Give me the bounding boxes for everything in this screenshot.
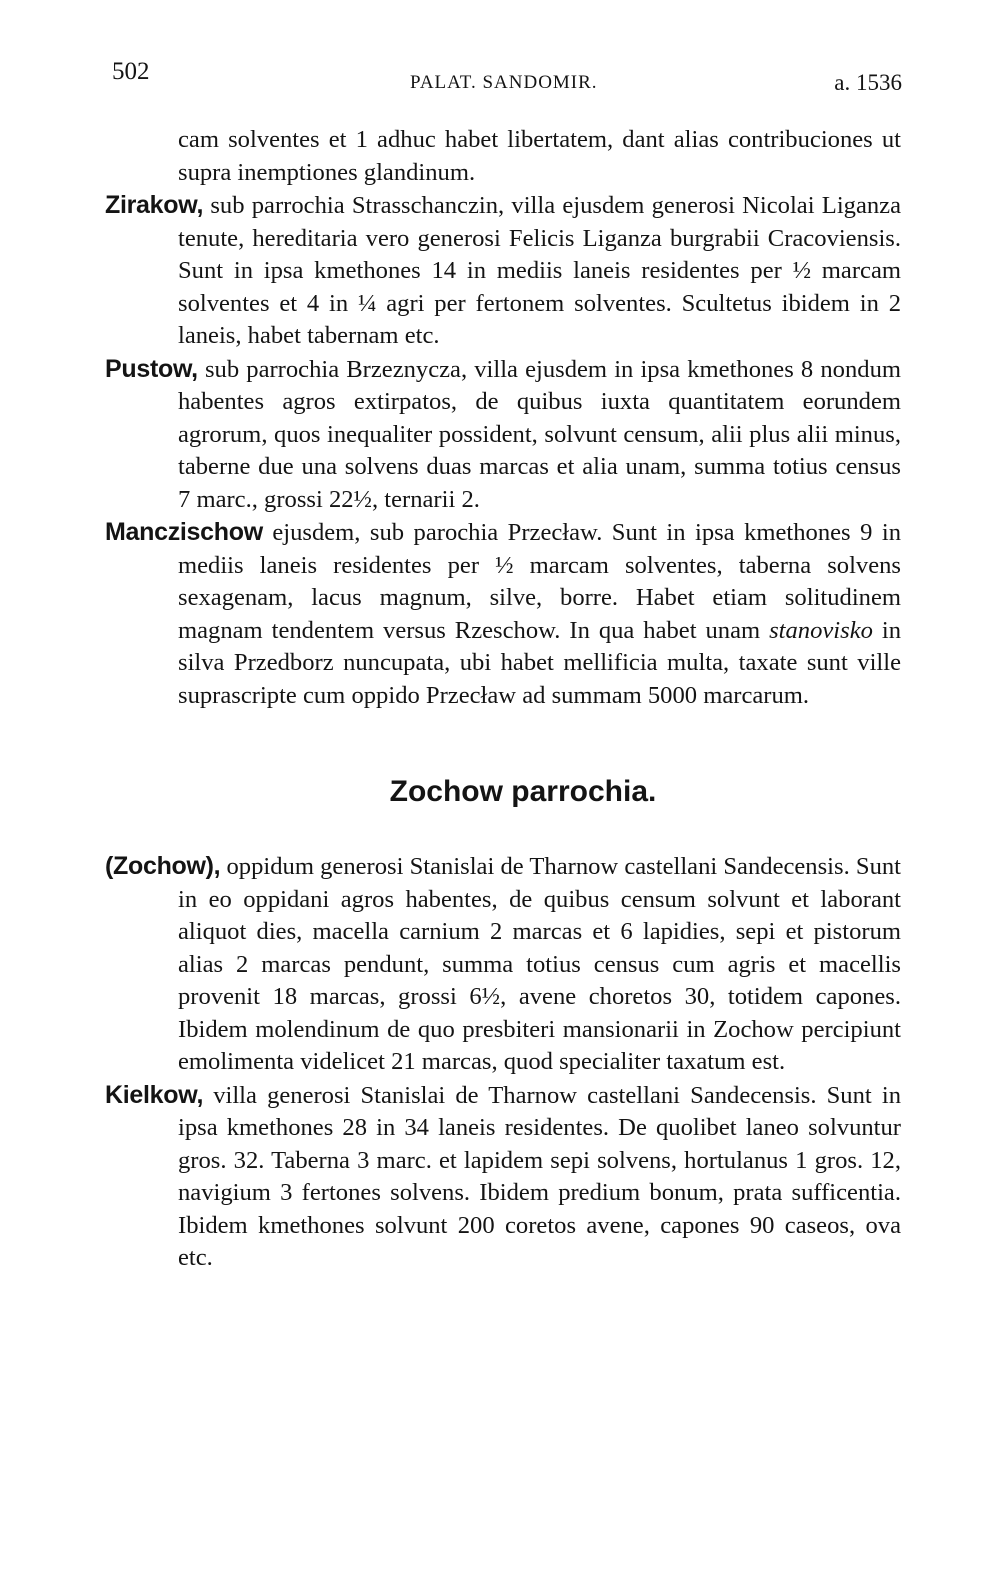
entry-heading: Manczischow xyxy=(105,518,263,546)
entry-zochow xyxy=(105,850,901,1079)
continuation-paragraph: cam solventes et 1 adhuc habet libertatem, dant alias contribuciones ut supra inemptiones glandinum. xyxy=(178,126,901,186)
entry-text: sub parrochia Strasschanczin, villa ejusdem generosi Nicolai Liganza tenute, hereditaria vero generosi Felicis Liganza burgrabii Cracoviensis. Sunt in ipsa kmethones 14 in mediis laneis residentes per ½ marcam solventes et 4 in ¼ agri per fertonem solventes. Scultetus ibidem in 2 laneis, habet tabernam etc. xyxy=(178,192,901,349)
entry-text: oppidum generosi Stanislai de Tharnow castellani Sandecensis. Sunt in eo oppidani agros habentes, de quibus censum solvunt et laborant aliquot dies, macella carnium 2 marcas et 6 lapidies, sepi et pistorum alias 2 marcas pendunt, summa totius census cum agris et macellis provenit 18 marcas, grossi 6½, avene choretos 30, totidem capones. Ibidem molendinum de quo presbiteri mansionarii in Zochow percipiunt emolimenta videlicet 21 marcas, quod specialiter taxatum est. xyxy=(178,853,901,1075)
entry-kielkow xyxy=(105,1079,901,1275)
page-number: 502 xyxy=(112,58,150,85)
section-title: Zochow parrochia. xyxy=(389,775,657,808)
entry-heading: Pustow, xyxy=(105,354,198,383)
entry-text: in silva Przedborz nuncupata, ubi habet mellificia multa, taxate sunt ville suprascripte cum oppido Przecław ad summam 5000 marcarum. xyxy=(178,616,902,709)
entry-heading: Zirakow, xyxy=(105,191,204,219)
entry-pustow xyxy=(105,353,901,517)
entry-text: sub parrochia Brzeznycza, villa ejusdem in ipsa kmethones 8 nondum habentes agros extirpatos, de quibus iuxta quantitatem eorundem agrorum, quos inequaliter possident, solvunt censum, alii plus alii minus, taberne due una solvens duas marcas et alia unam, summa totius census 7 marc., grossi 22½, ternarii 2. xyxy=(178,355,901,513)
page-header xyxy=(112,58,902,98)
entry-zirakow xyxy=(105,189,901,353)
entry-text: villa generosi Stanislai de Tharnow castellani Sandecensis. Sunt in ipsa kmethones 28 in 34 laneis residentes. De quolibet laneo solvuntur gros. 32. Taberna 3 marc. et lapidem sepi solvens, hortulanus 1 gros. 12, navigium 3 fertones solvens. Ibidem predium bonum, prata sufficentia. Ibidem kmethones solvunt 200 coretos avene, capones 90 caseos, ova etc. xyxy=(178,1081,901,1271)
running-title: PALAT. SANDOMIR. xyxy=(410,72,598,93)
year-label: a. 1536 xyxy=(834,70,902,95)
entry-text: ejusdem, sub parochia Przecław. Sunt in ipsa kmethones 9 in mediis laneis residentes per ½ marcam solventes, taberna solvens sexagenam, lacus magnum, silve, borre. Habet etiam solitudinem magnam tendentem versus Rzeschow. In qua habet unam xyxy=(178,519,901,644)
entry-italic-term: stanovisko xyxy=(769,616,873,644)
page-body xyxy=(105,124,901,1275)
entry-heading: Kielkow, xyxy=(105,1080,204,1109)
entry-manczischow xyxy=(105,516,901,712)
entry-heading: (Zochow), xyxy=(105,852,221,880)
